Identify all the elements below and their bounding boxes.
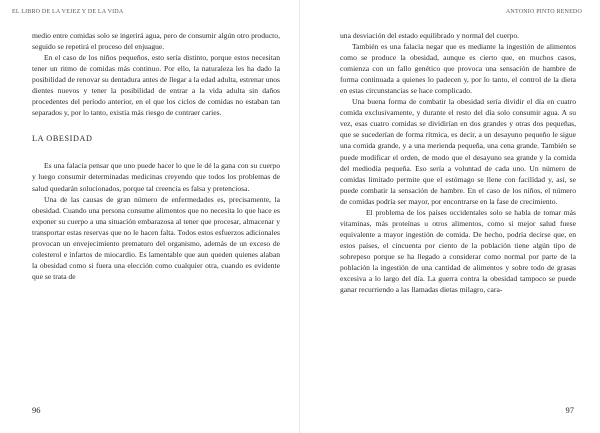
paragraph: medio entre comidas solo se ingerirá agua, pero de consumir algún otro producto, seguido se repetirá el proceso del enjuague. xyxy=(32,31,280,52)
running-header-right: ANTONIO PINTO RENEDO xyxy=(505,9,582,15)
section-heading: LA OBESIDAD xyxy=(32,134,93,144)
page-number-right: 97 xyxy=(565,405,574,415)
paragraph: Es una falacia pensar que uno puede hacer lo que le dé la gana con su cuerpo y luego consumir determinadas medicinas creyendo que todos los problemas de salud quedarán solucionados, porque tal creencia es falsa y pretenciosa. xyxy=(32,161,280,193)
paragraph: En el caso de los niños pequeños, esto sería distinto, porque estos necesitan tener un ritmo de comidas más continuo. Por ello, la naturaleza les ha dado la posibilidad de renovar su dentadura antes de llegar a la edad adulta, estrenar unos dientes nuevos y tener la posibilidad de entrar a la vida adulta sin daños procedentes del período anterior, en el que los ciclos de comidas no estaban tan separados y, por lo tanto, existía más riesgo de contraer caries. xyxy=(32,53,280,118)
paragraph: El problema de los países occidentales solo se habla de tomar más vitaminas, más proteínas u otros alimentos, como si mejor salud fuese equivalente a mayor ingestión de comida. De hecho, podría decirse que, en estos países, el cincuenta por ciento de la población tiene algún tipo de sobrepeso porque se ha llegado a considerar como normal por parte de la población la ingestión de una cantidad de alimentos y sobre todo de grasas excesiva a lo largo del día. La guerra contra la obesidad tampoco se puede ganar recurriendo a las llamadas dietas milagro, cara- xyxy=(340,207,576,295)
paragraph: una desviación del estado equilibrado y normal del cuerpo. xyxy=(340,31,520,40)
paragraph: Una de las causas de gran número de enfermedades es, precisamente, la obesidad. Cuando una persona consume alimentos que no necesita lo que hace es exponer su cuerpo a una situación embarazosa al tener que procesar, almacenar y transportar estas reservas que no le hacen falta. Todos estos esfuerzos adicionales provocan un envejecimiento prematuro del organismo, además de un exceso de colesterol e infartos de miocardio. Es lamentable que aun queden quienes alaban la obesidad como si fuera una elección como cualquier otra, cuando es evidente que se trata de xyxy=(32,194,280,281)
paragraph: También es una falacia negar que es mediante la ingestión de alimentos como se produce la obesidad, aunque es cierto que, en muchos casos, comienza con un fallo genético que provoca una sensación de hambre de forma continuada a quienes lo padecen y, por lo tanto, el control de la dieta en estas circunstancias se hace complicado. xyxy=(340,42,576,96)
running-header-left: EL LIBRO DE LA VEJEZ Y DE LA VIDA xyxy=(12,9,124,15)
right-page-body xyxy=(340,30,576,295)
left-page-body xyxy=(32,30,280,282)
page-number-left: 96 xyxy=(32,405,41,415)
paragraph: Una buena forma de combatir la obesidad sería dividir el día en cuatro comida exclusivamente, y durante el resto del día solo consumir agua. A su vez, esas cuatro comidas se dividirían en dos grandes y otras dos pequeñas, que se sucederían de forma rítmica, es decir, a un desayuno pequeño le sigue una comida grande, y a una merienda pequeña, una cena grande. También se puede modificar el orden, de modo que el desayuno sea grande y la comida del mediodía pequeña. Eso sería a voluntad de cada uno. Un número de comidas limitado permite que el estómago se llene con facilidad y, así, se puede combatir la sensación de hambre. En el caso de los niños, el número de comidas podría ser mayor, por encontrarse en la fase de crecimiento. xyxy=(340,97,576,206)
